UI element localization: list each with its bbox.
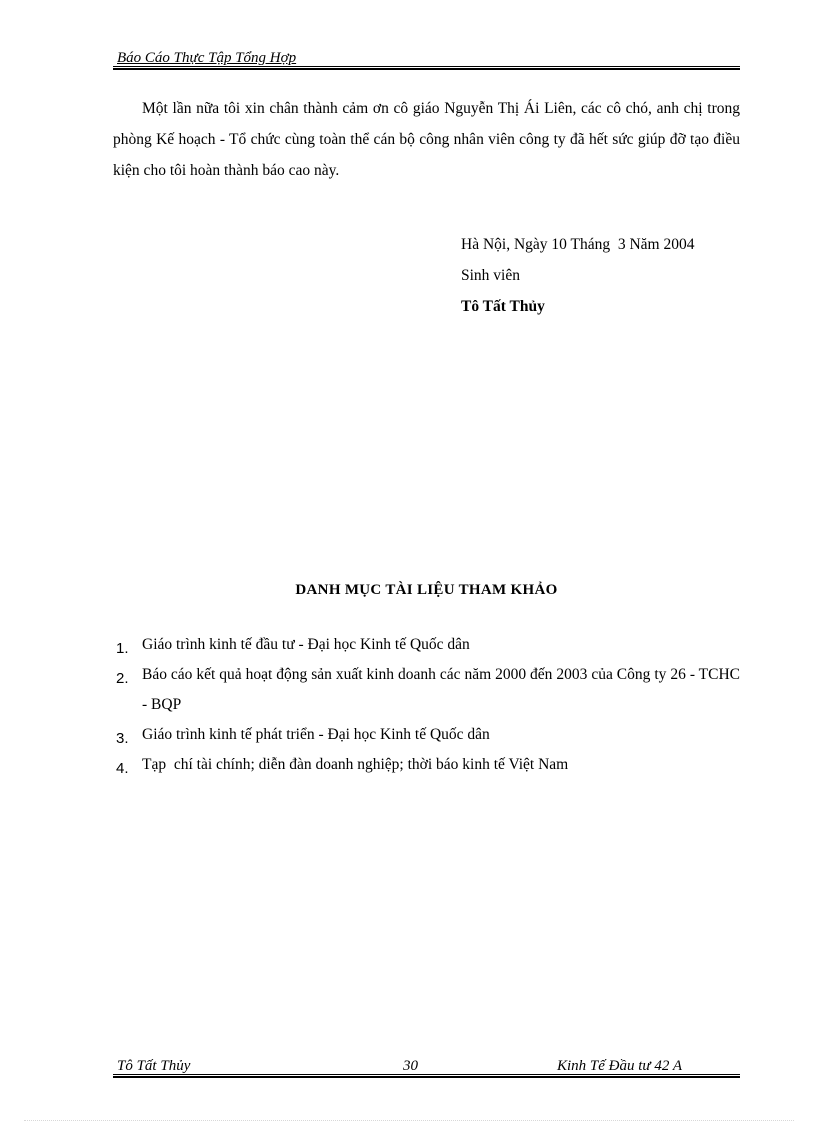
reference-number: 4. <box>116 760 129 777</box>
reference-number: 1. <box>116 640 129 657</box>
acknowledgement-paragraph: Một lần nữa tôi xin chân thành cảm ơn cô giáo Nguyễn Thị Ái Liên, các cô chó, anh chị trong phòng Kế hoạch - Tổ chức cùng toàn thể cán bộ công nhân viên công ty đã hết sức giúp đỡ tạo điều kiện cho tôi hoàn thành báo cao này. <box>113 100 740 179</box>
reference-item <box>113 630 740 660</box>
reference-number: 2. <box>116 670 129 687</box>
reference-text: Giáo trình kinh tế đầu tư - Đại học Kinh tế Quốc dân <box>142 636 470 653</box>
reference-number: 3. <box>116 730 129 747</box>
header-rule-thick <box>113 68 740 70</box>
footer-author: Tô Tất Thủy <box>117 1058 191 1074</box>
signature-role: Sinh viên <box>461 267 520 284</box>
references-list <box>113 630 748 780</box>
header-title: Báo Cáo Thực Tập Tổng Hợp <box>117 50 297 66</box>
page-bottom-edge <box>24 1120 794 1121</box>
reference-text: Báo cáo kết quả hoạt động sản xuất kinh doanh các năm 2000 đến 2003 của Công ty 26 - TCHC - BQP <box>142 666 748 713</box>
reference-text: Giáo trình kinh tế phát triển - Đại học Kinh tế Quốc dân <box>142 726 490 743</box>
footer-page-number: 30 <box>403 1058 418 1074</box>
references-title: DANH MỤC TÀI LIỆU THAM KHẢO <box>295 582 558 598</box>
footer-class-label: Kinh Tế Đầu tư 42 A <box>557 1058 682 1074</box>
reference-item <box>113 750 740 780</box>
reference-item <box>113 720 740 750</box>
footer-rule-thick <box>113 1076 740 1078</box>
reference-text: Tạp chí tài chính; diễn đàn doanh nghiệp; thời báo kinh tế Việt Nam <box>142 756 569 773</box>
signature-place-date: Hà Nội, Ngày 10 Tháng 3 Năm 2004 <box>461 236 695 253</box>
signature-block <box>461 229 694 322</box>
page-header <box>113 46 740 70</box>
signature-name: Tô Tất Thủy <box>461 298 545 315</box>
reference-item <box>113 660 748 720</box>
header-rule-thin <box>113 66 740 67</box>
page-footer <box>113 1054 740 1078</box>
footer-rule-thin <box>113 1074 740 1075</box>
